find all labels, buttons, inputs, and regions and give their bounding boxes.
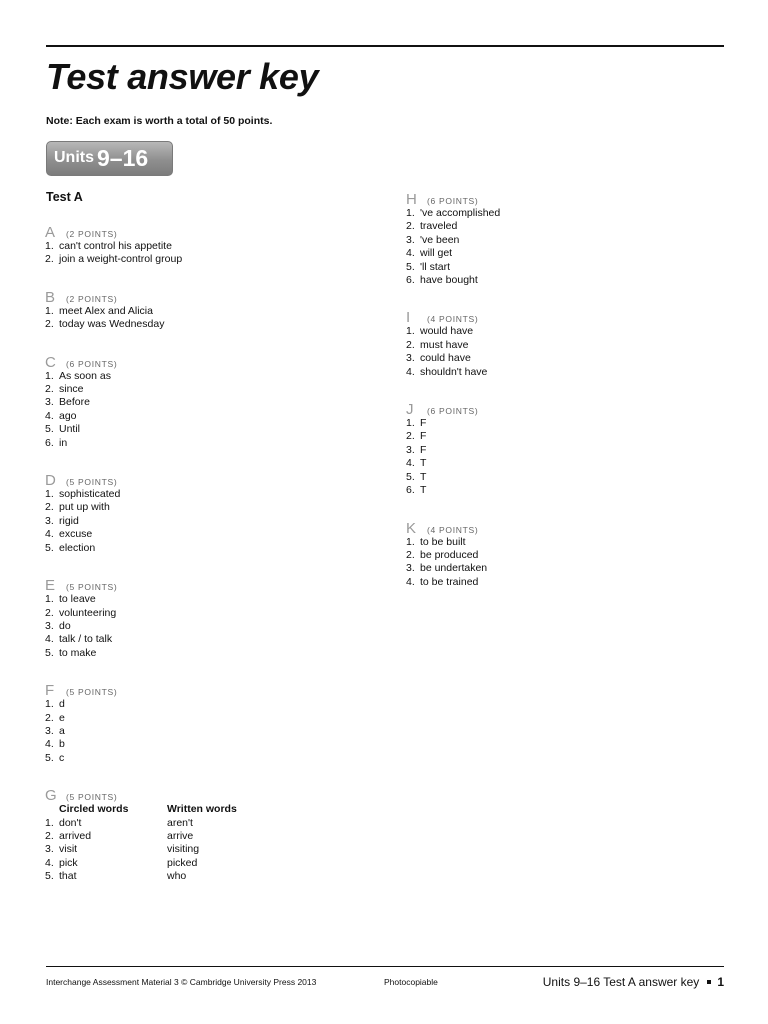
answer-text: must have — [420, 338, 469, 351]
answer-item — [45, 370, 375, 383]
section-points: (6 POINTS) — [427, 196, 479, 206]
section-letter: A — [45, 224, 56, 241]
answer-text: talk / to talk — [59, 633, 113, 646]
answer-item — [45, 542, 375, 555]
answer-number: 6. — [406, 484, 415, 497]
page-title: Test answer key — [46, 56, 319, 97]
answer-text: today was Wednesday — [59, 318, 165, 331]
g-circled-cell — [45, 817, 167, 830]
footer-page-info — [543, 975, 724, 989]
g-circled-cell — [45, 843, 167, 856]
answer-number: 4. — [45, 738, 54, 751]
answer-text: T — [420, 470, 427, 483]
section-header — [45, 577, 375, 593]
answer-text: b — [59, 738, 65, 751]
top-rule — [46, 45, 724, 47]
section-d — [45, 472, 375, 555]
answer-number: 3. — [45, 843, 54, 856]
answer-item — [45, 620, 375, 633]
answer-text: be produced — [420, 548, 479, 561]
section-c — [45, 354, 375, 450]
section-header — [45, 224, 375, 240]
answer-number: 2. — [406, 430, 415, 443]
section-header — [406, 309, 736, 325]
section-header — [45, 472, 375, 488]
answer-number: 3. — [45, 396, 54, 409]
units-badge — [46, 141, 173, 176]
left-column — [45, 224, 375, 906]
answer-number: 6. — [45, 436, 54, 449]
answer-text: will get — [420, 247, 453, 260]
answer-number: 3. — [45, 724, 54, 737]
g-circled-word: arrived — [59, 829, 92, 842]
section-k — [406, 520, 736, 590]
footer-title: Units 9–16 Test A answer key — [542, 975, 700, 989]
answer-item — [45, 437, 375, 450]
answer-text: Until — [59, 423, 81, 436]
section-header — [406, 520, 736, 536]
answer-item — [45, 305, 375, 318]
answer-text: could have — [420, 352, 471, 365]
section-points: (2 POINTS) — [66, 229, 118, 239]
section-a — [45, 224, 375, 267]
answer-text: d — [59, 698, 65, 711]
footer-rule — [46, 966, 724, 967]
units-range: 9–16 — [97, 145, 149, 171]
g-table-row — [45, 830, 375, 843]
answer-text: ago — [59, 409, 77, 422]
section-points: (5 POINTS) — [66, 792, 118, 803]
answer-number: 2. — [45, 253, 54, 266]
answer-item — [406, 274, 736, 287]
answer-number: 1. — [406, 535, 415, 548]
answer-text: c — [59, 751, 65, 764]
answer-number: 4. — [45, 633, 54, 646]
answer-text: join a weight-control group — [59, 253, 183, 266]
footer-copyright: Interchange Assessment Material 3 © Cambridge University Press 2013 — [46, 977, 317, 987]
answer-text: F — [420, 417, 427, 430]
page-number: 1 — [717, 975, 724, 989]
answer-item — [45, 253, 375, 266]
answer-number: 1. — [45, 488, 54, 501]
section-letter: K — [406, 519, 417, 537]
answer-number: 1. — [45, 304, 54, 317]
answer-item — [406, 366, 736, 379]
answer-text: election — [59, 541, 96, 554]
section-b — [45, 289, 375, 332]
answer-item — [406, 325, 736, 338]
answer-number: 2. — [406, 338, 415, 351]
answer-text: 've been — [420, 233, 460, 246]
section-header — [45, 682, 375, 698]
answer-number: 1. — [45, 816, 54, 829]
answer-item — [45, 528, 375, 541]
answer-number: 3. — [406, 562, 415, 575]
answer-text: shouldn't have — [420, 365, 488, 378]
footer-photocopiable: Photocopiable — [384, 977, 438, 987]
answer-number: 5. — [406, 470, 415, 483]
answer-text: 'll start — [420, 260, 451, 273]
answer-number: 5. — [45, 646, 54, 659]
section-e — [45, 577, 375, 660]
answer-number: 1. — [45, 369, 54, 382]
answer-number: 3. — [406, 352, 415, 365]
section-points: (5 POINTS) — [66, 477, 118, 488]
section-letter: F — [45, 682, 55, 700]
g-circled-word: pick — [59, 856, 78, 869]
answer-item — [45, 593, 375, 606]
answer-number: 2. — [45, 711, 54, 724]
answer-number: 4. — [406, 457, 415, 470]
answer-number: 6. — [406, 274, 415, 287]
answer-number: 1. — [406, 325, 415, 338]
units-word: Units — [54, 148, 94, 166]
answer-number: 3. — [406, 443, 415, 456]
answer-item — [45, 396, 375, 409]
answer-item — [45, 318, 375, 331]
answer-item — [406, 234, 736, 247]
answer-number: 4. — [45, 856, 54, 869]
section-points: (4 POINTS) — [427, 314, 479, 325]
answer-text: a — [59, 724, 65, 737]
section-f — [45, 682, 375, 765]
answer-item — [406, 536, 736, 549]
answer-item — [406, 430, 736, 443]
g-table-row — [45, 817, 375, 830]
answer-text: Before — [59, 396, 90, 409]
answer-text: As soon as — [59, 369, 111, 382]
answer-item — [406, 444, 736, 457]
answer-item — [406, 261, 736, 274]
answer-item — [406, 247, 736, 260]
answer-text: put up with — [59, 501, 110, 514]
answer-number: 1. — [45, 240, 54, 252]
answer-number: 2. — [45, 383, 54, 396]
answer-text: traveled — [420, 220, 458, 233]
g-written-word: aren't — [167, 816, 193, 829]
answer-text: to leave — [59, 593, 96, 606]
answer-text: since — [59, 383, 84, 396]
g-circled-word: that — [59, 870, 77, 883]
section-points: (6 POINTS) — [427, 406, 479, 417]
answer-item — [45, 752, 375, 765]
answer-item — [406, 220, 736, 233]
answer-text: rigid — [59, 514, 79, 527]
answer-item — [406, 549, 736, 562]
g-circled-word: don't — [59, 816, 82, 829]
answer-item — [45, 515, 375, 528]
answer-number: 2. — [406, 548, 415, 561]
answer-number: 2. — [45, 829, 54, 842]
points-note: Note: Each exam is worth a total of 50 points. — [46, 115, 273, 127]
g-header-written: Written words — [167, 803, 237, 816]
answer-item — [45, 383, 375, 396]
section-letter: J — [406, 401, 414, 419]
answer-item — [45, 725, 375, 738]
test-label: Test A — [46, 190, 83, 204]
answer-number: 5. — [45, 423, 54, 436]
answer-number: 4. — [406, 365, 415, 378]
answer-item — [406, 562, 736, 575]
g-circled-cell — [45, 857, 167, 870]
g-written-word: arrive — [167, 829, 194, 842]
section-points: (5 POINTS) — [66, 687, 118, 698]
answer-text: F — [420, 430, 427, 443]
g-written-word: who — [167, 870, 187, 883]
answer-number: 3. — [406, 233, 415, 246]
answer-item — [45, 501, 375, 514]
answer-text: T — [420, 484, 427, 497]
answer-text: be undertaken — [420, 562, 488, 575]
g-circled-cell — [45, 870, 167, 883]
answer-text: in — [59, 436, 68, 449]
section-letter: H — [406, 191, 417, 208]
answer-item — [406, 417, 736, 430]
section-g-table — [45, 803, 375, 883]
section-points: (4 POINTS) — [427, 524, 479, 535]
answer-number: 4. — [406, 247, 415, 260]
section-header — [406, 191, 736, 207]
section-header — [406, 401, 736, 417]
answer-item — [45, 738, 375, 751]
g-table-row — [45, 843, 375, 856]
g-circled-cell — [45, 830, 167, 843]
answer-number: 5. — [45, 751, 54, 764]
right-column — [406, 191, 736, 611]
g-header-circled: Circled words — [59, 803, 129, 816]
section-letter: C — [45, 353, 56, 371]
answer-number: 2. — [45, 501, 54, 514]
answer-text: e — [59, 711, 65, 724]
answer-number: 3. — [45, 619, 54, 632]
section-points: (5 POINTS) — [66, 582, 118, 593]
answer-number: 1. — [406, 207, 415, 219]
answer-number: 2. — [45, 318, 54, 331]
answer-number: 2. — [45, 606, 54, 619]
answer-item — [45, 647, 375, 660]
answer-item — [406, 471, 736, 484]
answer-item — [406, 457, 736, 470]
g-table-header — [45, 803, 375, 816]
section-letter: B — [45, 288, 56, 306]
answer-item — [45, 488, 375, 501]
section-header — [45, 354, 375, 370]
section-i — [406, 309, 736, 379]
answer-text: to be trained — [420, 575, 479, 588]
answer-item — [406, 339, 736, 352]
answer-text: have bought — [420, 274, 478, 287]
g-circled-word: visit — [59, 843, 78, 856]
answer-item — [45, 698, 375, 711]
section-header — [45, 289, 375, 305]
g-written-word: visiting — [167, 843, 200, 856]
answer-item — [45, 712, 375, 725]
answer-number: 4. — [45, 528, 54, 541]
section-points: (6 POINTS) — [66, 358, 118, 369]
g-written-word: picked — [167, 856, 198, 869]
answer-item — [406, 207, 736, 220]
answer-number: 4. — [406, 575, 415, 588]
answer-text: do — [59, 619, 71, 632]
g-table-row — [45, 857, 375, 870]
answer-number: 1. — [45, 593, 54, 606]
answer-text: can't control his appetite — [59, 240, 172, 252]
answer-text: to be built — [420, 535, 466, 548]
answer-item — [45, 423, 375, 436]
answer-number: 5. — [45, 870, 54, 883]
answer-text: to make — [59, 646, 97, 659]
answer-item — [406, 576, 736, 589]
answer-number: 3. — [45, 514, 54, 527]
footer-square-bullet — [707, 980, 711, 984]
answer-number: 1. — [45, 698, 54, 711]
section-letter: E — [45, 577, 56, 595]
answer-number: 1. — [406, 417, 415, 430]
answer-text: volunteering — [59, 606, 117, 619]
answer-text: excuse — [59, 528, 93, 541]
answer-item — [45, 240, 375, 253]
section-letter: D — [45, 472, 56, 490]
answer-item — [45, 607, 375, 620]
g-table-row — [45, 870, 375, 883]
section-points: (2 POINTS) — [66, 293, 118, 304]
answer-text: 've accomplished — [420, 207, 501, 219]
answer-text: T — [420, 457, 427, 470]
section-j — [406, 401, 736, 497]
section-h — [406, 191, 736, 287]
answer-text: meet Alex and Alicia — [59, 304, 153, 317]
answer-number: 5. — [406, 260, 415, 273]
answer-item — [45, 410, 375, 423]
section-header — [45, 787, 375, 803]
answer-text: F — [420, 443, 427, 456]
answer-number: 5. — [45, 541, 54, 554]
section-letter: G — [45, 787, 57, 805]
section-letter: I — [406, 309, 411, 327]
answer-text: would have — [420, 325, 474, 338]
answer-number: 2. — [406, 220, 415, 233]
answer-item — [406, 484, 736, 497]
answer-item — [406, 352, 736, 365]
answer-number: 4. — [45, 409, 54, 422]
section-g — [45, 787, 375, 883]
answer-text: sophisticated — [59, 488, 121, 501]
answer-item — [45, 633, 375, 646]
